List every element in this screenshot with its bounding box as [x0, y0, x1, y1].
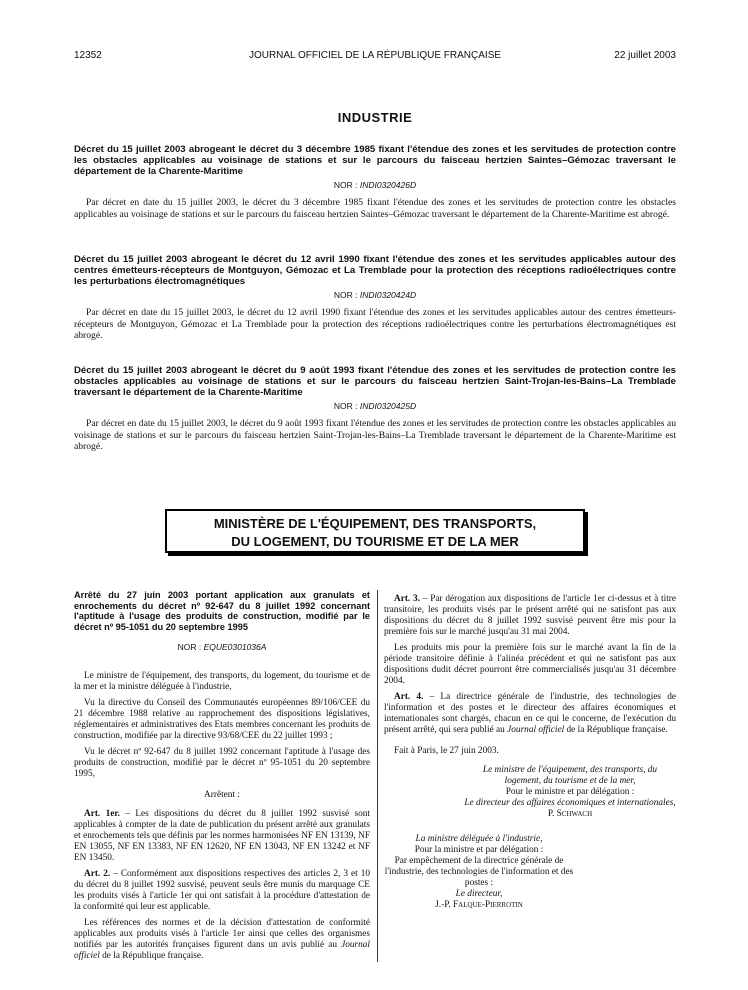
decree-1 — [74, 144, 676, 220]
ministry-line-1: MINISTÈRE DE L'ÉQUIPEMENT, DES TRANSPORTS, — [213, 516, 537, 531]
fait-a-paris: Fait à Paris, le 27 juin 2003. — [394, 746, 499, 756]
arrete-title: Arrêté du 27 juin 2003 portant application aux granulats et enrochements du décret nº 92-647 du 8 juillet 1992 concernant l'aptitude à l'usage des produits de construction, modifié par le décret nº 95-1051 du 20 septembre 1995 — [74, 590, 370, 632]
decree-body: Par décret en date du 15 juillet 2003, le décret du 3 décembre 1985 fixant l'étendue des zones et les servitudes de protection contre les obstacles applicables au voisinage de stations et sur le parcours du faisceau hertzien Saintes–Gémozac traversant le département de la Charente-Maritime est abrogé. — [74, 197, 676, 220]
signature-block-2: La ministre déléguée à l'industrie, Pour la ministre et par délégation : Par empêchement de la directrice générale de l'industrie, des technologies de l'information et des postes : Le directeur, J.-P. Falque-Pierrotin — [384, 834, 574, 910]
article-4: Art. 4. – La directrice générale de l'industrie, des technologies de l'information et des postes et le directeur des affaires économiques et internationales sont chargés, chacun en ce qui le concerne, de l'exécution du présent arrêté, qui sera publié au Journal officiel de la République française. — [384, 692, 676, 735]
decree-body: Par décret en date du 15 juillet 2003, le décret du 9 août 1993 fixant l'étendue des zones et les servitudes de protection contre les obstacles applicables au voisinage de stations et sur le parcours du faisceau hertzien Saint-Trojan-les-Bains–La Tremblade traversant le département de la Charente-Maritime est abrogé. — [74, 418, 676, 452]
page-header — [74, 50, 676, 64]
nor-reference: NOR : EQUE0301036A — [177, 642, 267, 652]
issue-date: 22 juillet 2003 — [614, 50, 676, 61]
ministry-line-2: DU LOGEMENT, DU TOURISME ET DE LA MER — [231, 534, 519, 549]
section-title: INDUSTRIE — [337, 110, 413, 125]
decree-title: Décret du 15 juillet 2003 abrogeant le décret du 12 avril 1990 fixant l'étendue des zones et les servitudes applicables autour des centres émetteurs-récepteurs de Montguyon, Gémozac et La Tremblade pour la protection des réceptions radioélectriques contre les perturbations électromagnétiques — [74, 254, 676, 287]
paragraph-refs: Les références des normes et de la décision d'attestation de conformité applicables aux produits visés à l'article 1er ainsi que celles des organismes notifiés par les autorités françaises figurent dans un avis publié au Journal officiel de la République française. — [74, 918, 370, 961]
decree-body: Par décret en date du 15 juillet 2003, le décret du 12 avril 1990 fixant l'étendue des zones et les servitudes applicables autour des centres émetteurs-récepteurs de Montguyon, Gémozac et La Tremblade pour la protection des réceptions radioélectriques contre les perturbations électromagnétiques est abrogé. — [74, 307, 676, 341]
paragraph: Les produits mis pour la première fois sur le marché avant la fin de la période transitoire définie à l'alinéa précédent et qui ne satisfont pas aux dispositions dudit décret pourront être commercialisés jusqu'au 31 décembre 2004. — [384, 643, 676, 686]
right-column — [384, 594, 676, 911]
nor-reference: NOR : INDI0320424D — [333, 290, 417, 300]
nor-reference: NOR : INDI0320426D — [333, 180, 417, 190]
column-divider — [377, 590, 378, 962]
page-number: 12352 — [74, 50, 102, 61]
article-2: Art. 2. – Conformément aux dispositions respectives des articles 2, 3 et 10 du décret du 8 juillet 1992 susvisé, peuvent seuls être munis du marquage CE les produits visés à l'article 1er qui ont satisfait à la procédure d'attestation de la conformité qui leur est applicable. — [74, 869, 370, 912]
signature-block-1: Le ministre de l'équipement, des transports, du logement, du tourisme et de la mer, Pour le ministre et par délégation : Le directeur des affaires économiques et internationales, P. Schwach — [464, 765, 676, 819]
article-1: Art. 1er. – Les dispositions du décret du 8 juillet 1992 susvisé sont applicables à compter de la date de publication du présent arrêté aux granulats et enrochements tels que définis par les normes harmonisées NF EN 13139, NF EN 13055, NF EN 13383, NF EN 12620, NF EN 13043, NF EN 13242 et NF EN 13450. — [74, 809, 370, 863]
paragraph: Vu le décret nº 92-647 du 8 juillet 1992 concernant l'aptitude à l'usage des produits de construction, modifié par le décret nº 95-1051 du 20 septembre 1995, — [74, 747, 370, 779]
paragraph: Le ministre de l'équipement, des transports, du logement, du tourisme et de la mer et la ministre déléguée à l'industrie, — [74, 671, 370, 692]
decree-title: Décret du 15 juillet 2003 abrogeant le décret du 9 août 1993 fixant l'étendue des zones et les servitudes de protection contre les obstacles applicables au voisinage de stations et sur le parcours du faisceau hertzien Saint-Trojan-les-Bains–La Tremblade traversant le département de la Charente-Maritime — [74, 365, 676, 398]
decree-title: Décret du 15 juillet 2003 abrogeant le décret du 3 décembre 1985 fixant l'étendue des zones et les servitudes de protection contre les obstacles applicables au voisinage de stations et sur le parcours du faisceau hertzien Saintes–Gémozac traversant le département de la Charente-Maritime — [74, 144, 676, 177]
decree-3 — [74, 365, 676, 453]
article-3: Art. 3. – Par dérogation aux dispositions de l'article 1er ci-dessus et à titre transitoire, les produits visés par le présent arrêté qui ne satisfont pas aux dispositions du décret du 8 juillet 1992 susvisé peuvent être mis pour la première fois sur le marché jusqu'au 31 mai 2004. — [384, 594, 676, 637]
decree-2 — [74, 254, 676, 342]
paragraph: Vu la directive du Conseil des Communautés européennes 89/106/CEE du 21 décembre 1988 relative au rapprochement des dispositions législatives, réglementaires et administratives des Etats membres concernant les produits de construction, modifiée par la directive 93/68/CEE du 22 juillet 1993 ; — [74, 698, 370, 741]
journal-title: JOURNAL OFFICIEL DE LA RÉPUBLIQUE FRANÇAISE — [248, 50, 502, 61]
arretent: Arrêtent : — [204, 790, 240, 800]
nor-reference: NOR : INDI0320425D — [333, 401, 417, 411]
left-column — [74, 590, 370, 967]
ministry-heading-box — [165, 509, 585, 553]
